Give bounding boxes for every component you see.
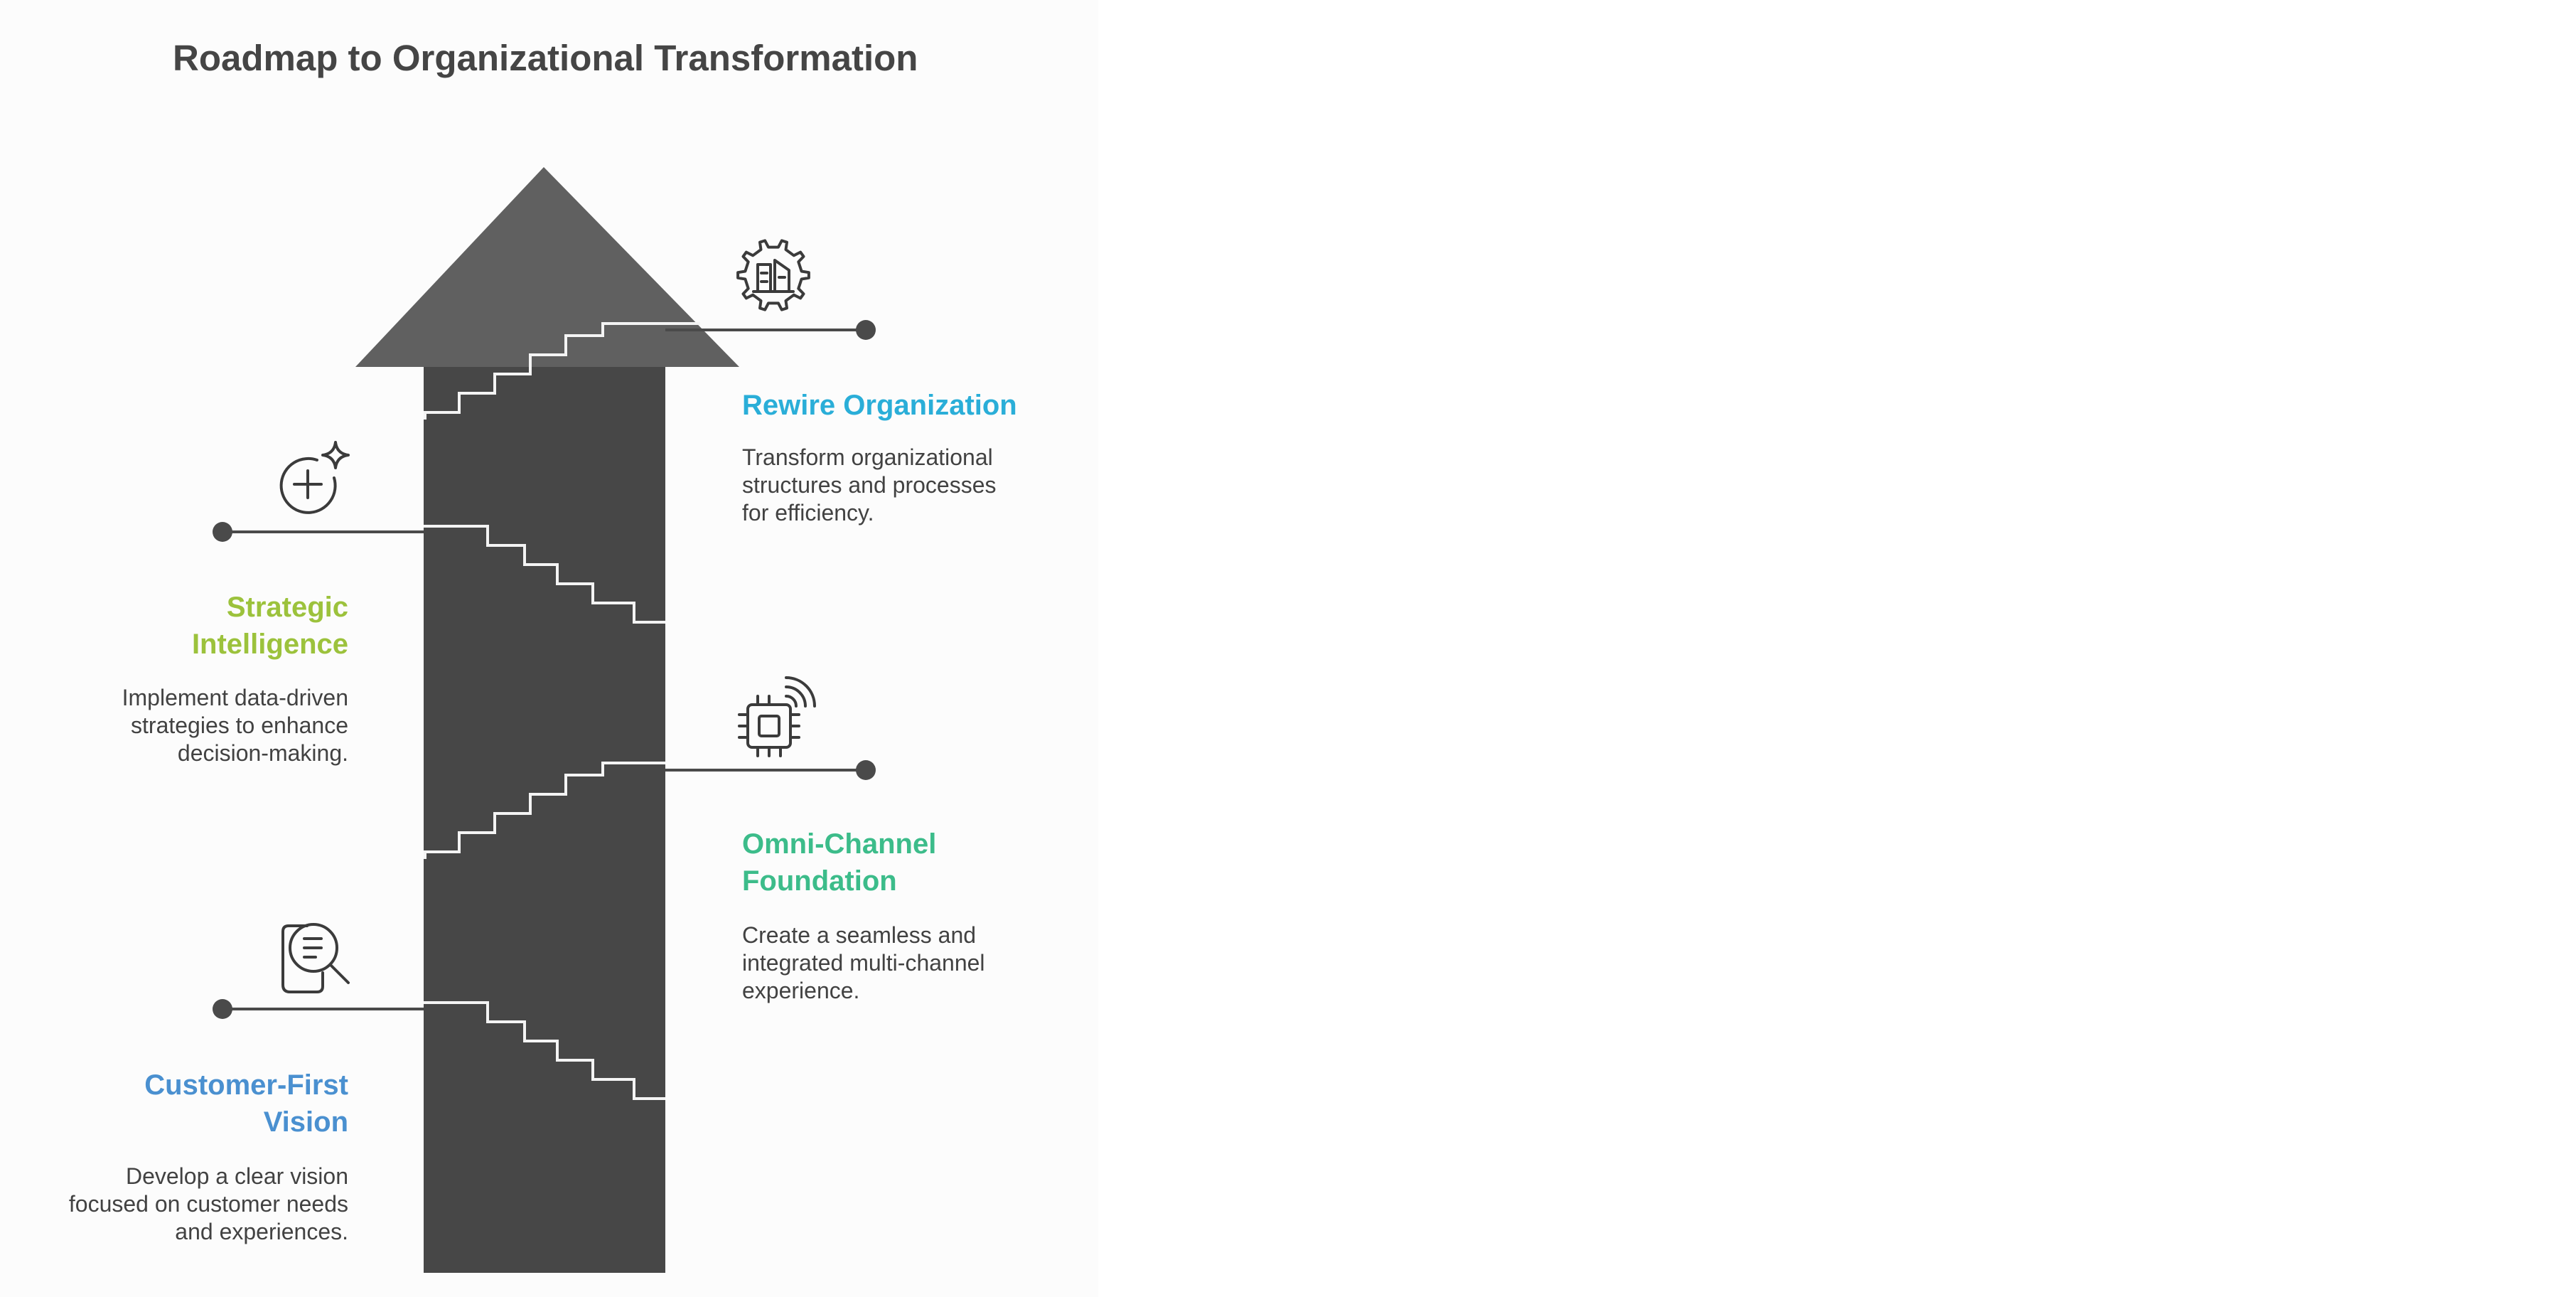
stage-description-line: Implement data-driven (122, 685, 348, 710)
stage-description-line: and experiences. (175, 1219, 348, 1244)
stage-description-line: focused on customer needs (68, 1191, 348, 1217)
arrow-head (355, 167, 739, 367)
stage-heading-line: Strategic (226, 592, 348, 623)
stage-description-line: strategies to enhance (131, 712, 348, 738)
stage-heading-omni-channel-foundation (742, 826, 936, 900)
stage-description-customer-first-vision (69, 1163, 348, 1246)
stage-heading-line: Foundation (742, 865, 897, 897)
stage-heading-line: Rewire Organization (742, 390, 1017, 421)
stage-heading-line: Intelligence (191, 629, 348, 660)
gear-building-icon (738, 240, 809, 309)
stage-heading-strategic-intelligence (192, 589, 348, 663)
stage-description-line: structures and processes (742, 472, 997, 498)
stage-description-strategic-intelligence (122, 684, 348, 767)
stage-heading-line: Vision (263, 1106, 348, 1138)
stage-heading-line: Omni-Channel (742, 828, 937, 860)
stage-heading-rewire-organization (742, 387, 1017, 424)
circle-plus-sparkle-icon (281, 442, 348, 513)
chip-wireless-icon (739, 678, 815, 756)
stage-description-line: Develop a clear vision (125, 1163, 348, 1189)
stage-description-line: Create a seamless and (742, 922, 977, 948)
stage-description-line: for efficiency. (742, 500, 874, 525)
page-title: Roadmap to Organizational Transformation (173, 38, 918, 78)
stage-description-omni-channel-foundation (742, 922, 985, 1005)
stage-description-line: decision-making. (177, 740, 348, 766)
arrow-shaft (424, 366, 665, 1273)
stage-description-rewire-organization (742, 444, 997, 527)
stage-heading-customer-first-vision (144, 1067, 348, 1141)
stage-description-line: integrated multi-channel (742, 950, 985, 976)
connector-strategic (213, 522, 424, 542)
connector-customer (213, 999, 424, 1019)
document-search-icon (283, 924, 348, 992)
stage-heading-line: Customer-First (144, 1069, 348, 1101)
stage-description-line: Transform organizational (742, 444, 993, 470)
connector-omni (665, 760, 876, 780)
stage-description-line: experience. (742, 978, 860, 1003)
